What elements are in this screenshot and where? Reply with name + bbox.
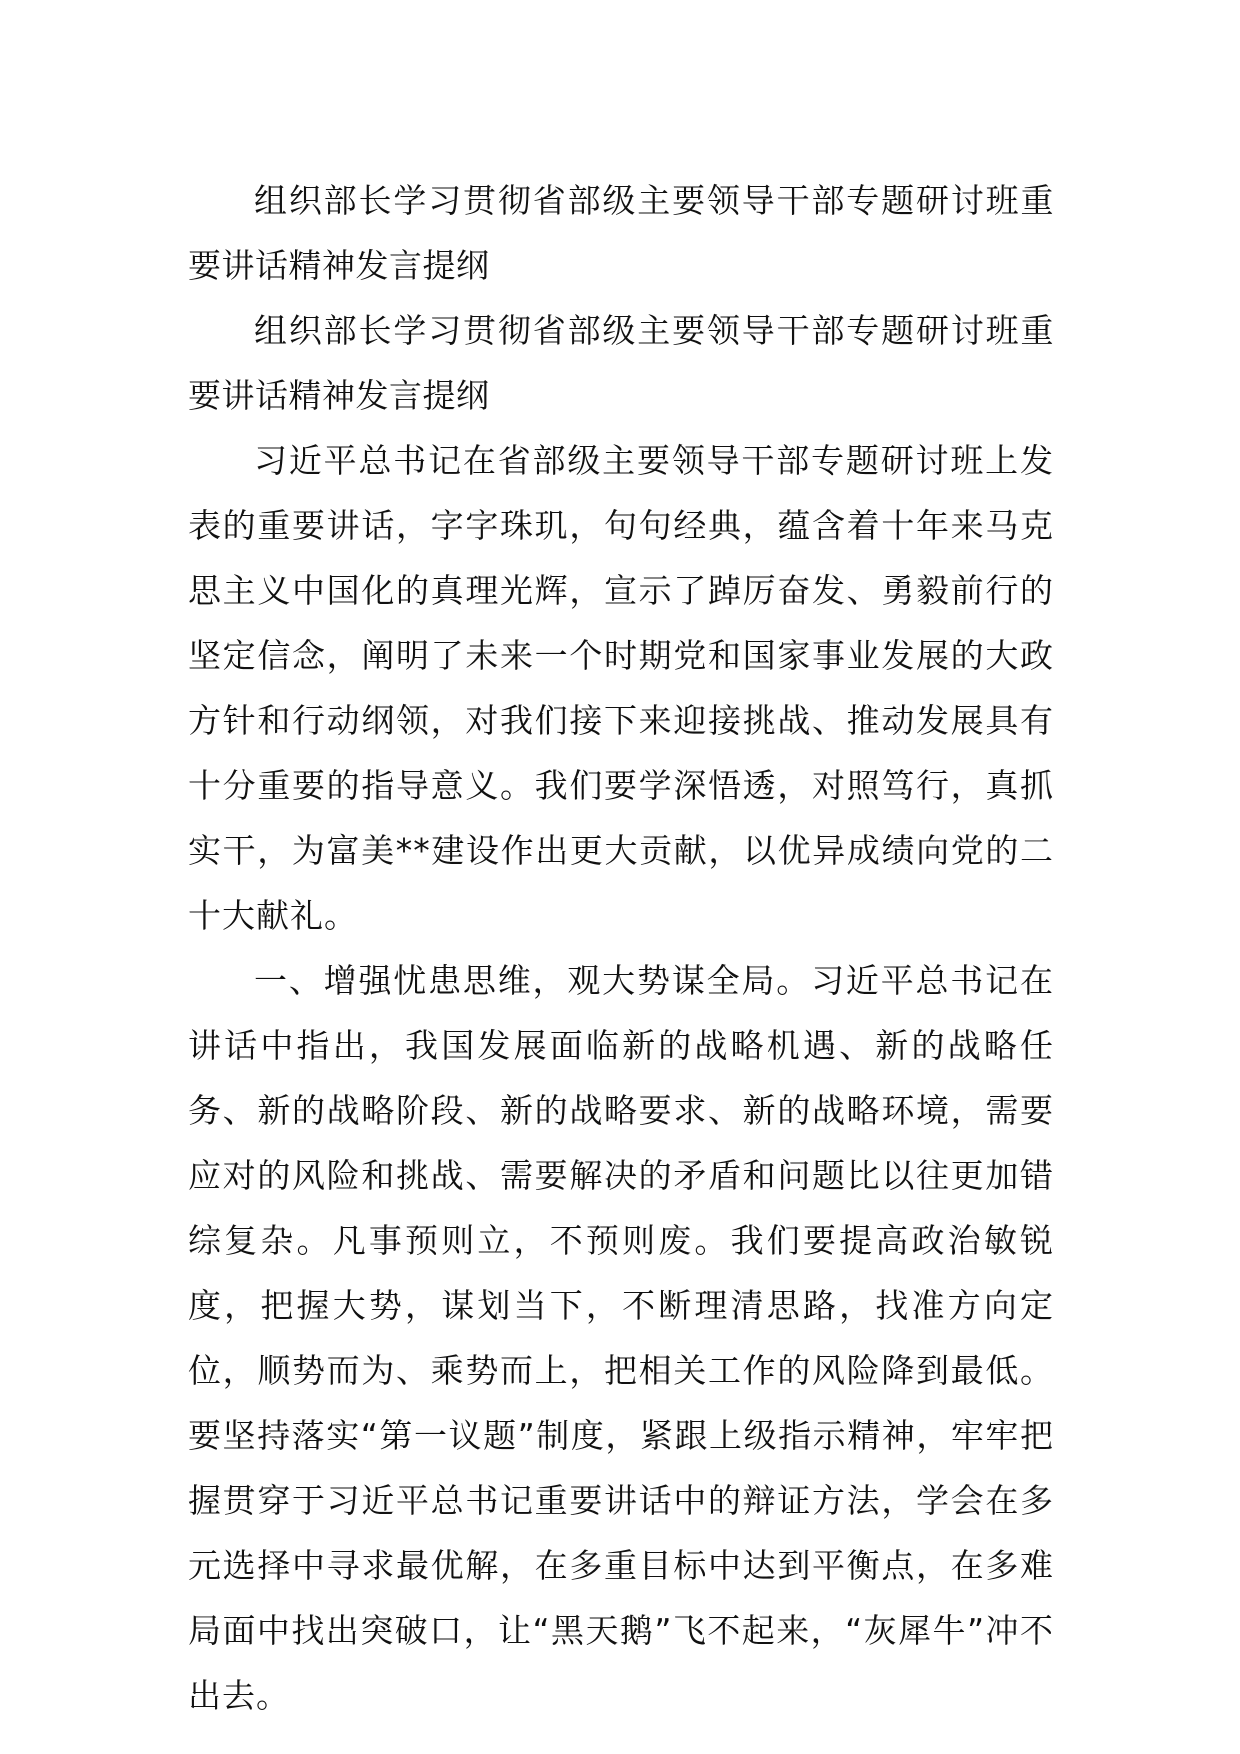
document-body	[188, 168, 1054, 1728]
paragraph-section-one: 一、增强忧患思维，观大势谋全局。习近平总书记在讲话中指出，我国发展面临新的战略机遇、新的战略任务、新的战略阶段、新的战略要求、新的战略环境，需要应对的风险和挑战、需要解决的矛盾和问题比以往更加错综复杂。凡事预则立，不预则废。我们要提高政治敏锐度，把握大势，谋划当下，不断理清思路，找准方向定位，顺势而为、乘势而上，把相关工作的风险降到最低。要坚持落实“第一议题”制度，紧跟上级指示精神，牢牢把握贯穿于习近平总书记重要讲话中的辩证方法，学会在多元选择中寻求最优解，在多重目标中达到平衡点，在多难局面中找出突破口，让“黑天鹅”飞不起来，“灰犀牛”冲不出去。	[188, 961, 1054, 1715]
document-title-repeat: 组织部长学习贯彻省部级主要领导干部专题研讨班重要讲话精神发言提纲	[188, 311, 1054, 415]
paragraph-intro: 习近平总书记在省部级主要领导干部专题研讨班上发表的重要讲话，字字珠玑，句句经典，蕴含着十年来马克思主义中国化的真理光辉，宣示了踔厉奋发、勇毅前行的坚定信念，阐明了未来一个时期党和国家事业发展的大政方针和行动纲领，对我们接下来迎接挑战、推动发展具有十分重要的指导意义。我们要学深悟透，对照笃行，真抓实干，为富美**建设作出更大贡献，以优异成绩向党的二十大献礼。	[188, 441, 1054, 935]
document-title: 组织部长学习贯彻省部级主要领导干部专题研讨班重要讲话精神发言提纲	[188, 181, 1054, 285]
